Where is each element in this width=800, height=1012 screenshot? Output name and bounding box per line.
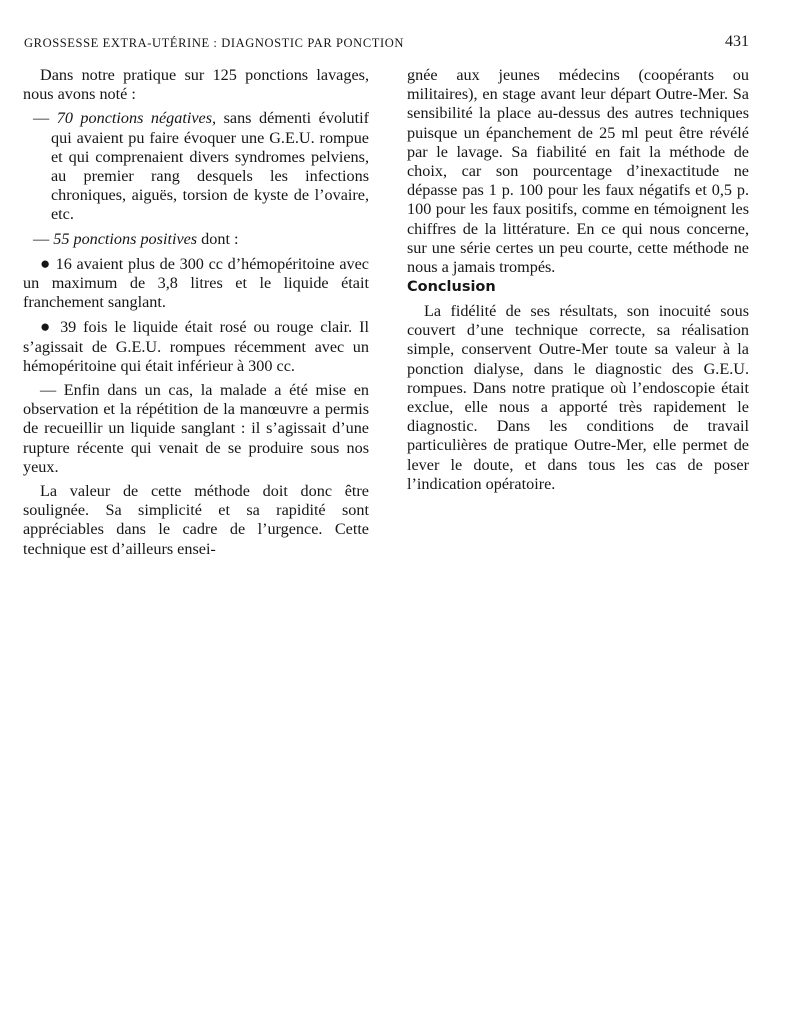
paragraph-method-value-end: gnée aux jeunes médecins (coopérants ou militaires), en stage avant leur départ Outre-Mer. Sa sensibilité la place au-dessus des autres techniques puisque un épanchement de 25 ml peut être révélé par le lavage. Sa fiabilité en fait la méthode de choix, car son pourcentage d’inexactitude ne dépasse pas 1 p. 100 pour les faux négatifs et 0,5 p. 100 pour les faux positifs, comme en témoignent les chiffres de la littérature. En ce qui nous concerne, sur une série certes un peu courte, cette méthode ne nous a jamais trompés. xyxy=(407,66,749,277)
positive-punctions-label: 55 ponctions positives xyxy=(53,229,198,248)
bullet-icon: ● xyxy=(40,317,54,337)
bullet-item-39 xyxy=(23,317,369,376)
bullet-item-16-text: 16 avaient plus de 300 cc d’hémopéritoine avec un maximum de 3,8 litres et le liquide était franchement sanglant. xyxy=(23,254,369,312)
left-column xyxy=(23,66,369,559)
negative-punctions-text: sans démenti évolutif qui avaient pu faire évoquer une G.E.U. rompue et qui comprenaient divers syndromes pelviens, au premier rang desquels les infections chroniques, aiguës, torsion de kyste de l’ovaire, etc. xyxy=(51,109,370,224)
paragraph-one-case: — Enfin dans un cas, la malade a été mise en observation et la répétition de la manœuvre a permis de recueillir un liquide sanglant : il s’agissait d’une rupture récente qui venait de se produire sous nos yeux. xyxy=(23,381,369,476)
page-number: 431 xyxy=(725,33,749,50)
paragraph-positive-punctions xyxy=(23,230,369,249)
paragraph-method-value-start: La valeur de cette méthode doit donc être soulignée. Sa simplicité et sa rapidité sont appréciables dans le cadre de l’urgence. Cette technique est d’ailleurs ensei- xyxy=(23,482,369,558)
negative-punctions-label: 70 ponctions négatives, xyxy=(56,109,217,128)
running-title: GROSSESSE EXTRA-UTÉRINE : DIAGNOSTIC PAR PONCTION xyxy=(24,36,405,50)
em-dash: — xyxy=(33,229,54,248)
right-column xyxy=(407,66,749,277)
conclusion-paragraph: La fidélité de ses résultats, son inocuité sous couvert d’une technique correcte, sa réalisation simple, conservent Outre-Mer toute sa valeur à la ponction dialyse, dans le diagnostic des G.E.U. rompues. Dans notre pratique où l’endoscopie était exclue, elle nous a apporté très rapidement le diagnostic. Dans les conditions de travail particulières de pratique Outre-Mer, elle permet de lever le doute, et dans tous les cas de poser l’indication opératoire. xyxy=(407,302,749,493)
positive-punctions-text: dont : xyxy=(197,229,239,248)
paragraph-intro: Dans notre pratique sur 125 ponctions lavages, nous avons noté : xyxy=(23,66,369,104)
bullet-item-39-text: 39 fois le liquide était rosé ou rouge clair. Il s’agissait de G.E.U. rompues récemment avec un hémopéritoine qui était inférieur à 300 cc. xyxy=(23,318,370,375)
bullet-icon: ● xyxy=(40,253,51,273)
bullet-item-16 xyxy=(23,254,369,313)
conclusion-heading: Conclusion xyxy=(407,279,496,295)
paragraph-negative-punctions xyxy=(23,109,369,224)
em-dash: — xyxy=(33,109,57,128)
conclusion-column xyxy=(407,302,749,494)
